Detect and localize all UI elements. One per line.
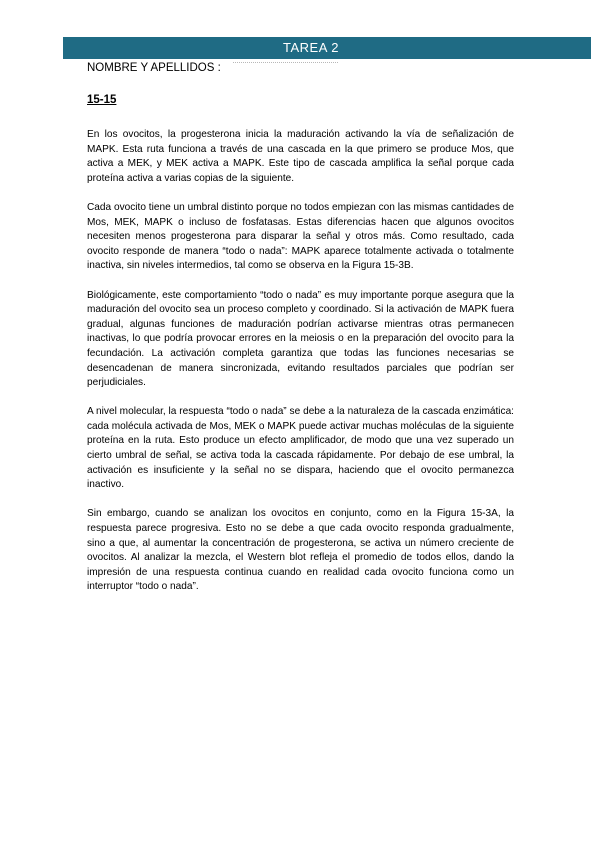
student-name-redacted [233, 62, 338, 66]
student-name-label: NOMBRE Y APELLIDOS : [87, 62, 221, 74]
paragraph-4: A nivel molecular, la respuesta “todo o nada” se debe a la naturaleza de la cascada enzimática: cada molécula activada de Mos, MEK o MAPK puede activar muchas moléculas de la siguiente proteína en la ruta. Esto produce un efecto amplificador, de modo que una vez superado un cierto umbral de señal, se activa toda la cascada rápidamente. Por debajo de ese umbral, la activación es insuficiente y la señal no se dispara, haciendo que el ovocito permanezca inactivo. [87, 406, 514, 491]
assignment-title: TAREA 2 [283, 40, 340, 55]
student-name-line [87, 61, 338, 75]
paragraph-2: Cada ovocito tiene un umbral distinto porque no todos empiezan con las mismas cantidades de Mos, MEK, MAPK o incluso de fosfatasas. Estas diferencias hacen que algunos ovocitos necesiten menos progesterona para disparar la señal y otros más. Como resultado, cada ovocito responde de manera “todo o nada”: MAPK aparece totalmente activada o totalmente inactiva, sin niveles intermedios, tal como se observa en la Figura 15-3B. [87, 201, 514, 272]
paragraph-3: Biológicamente, este comportamiento “todo o nada” es muy importante porque asegura que la maduración del ovocito sea un proceso completo y coordinado. Si la activación de MAPK fuera gradual, algunas funciones de maduración podrían activarse mientras otras permanecen inactivas, lo que podría provocar errores en la meiosis o en la preparación del ovocito para la fecundación. La activación completa garantiza que todas las funciones necesarias se desencadenan de manera sincronizada, evitando resultados parciales que podrían ser perjudiciales. [87, 289, 514, 389]
paragraph-5: Sin embargo, cuando se analizan los ovocitos en conjunto, como en la Figura 15-3A, la respuesta parece progresiva. Esto no se debe a que cada ovocito responda gradualmente, sino a que, al aumentar la concentración de progesterona, se activa un número creciente de ovocitos. Al analizar la mezcla, el Western blot refleja el promedio de todos ellos, dando la impresión de una respuesta continua cuando en realidad cada ovocito funciona como un interruptor “todo o nada”. [87, 508, 514, 593]
paragraph-1: En los ovocitos, la progesterona inicia la maduración activando la vía de señalización de MAPK. Esta ruta funciona a través de una cascada en la que primero se produce Mos, que activa a MEK, y MEK activa a MAPK. Este tipo de cascada amplifica la señal porque cada proteína activa a varias copias de la siguiente. [87, 129, 514, 184]
section-heading: 15-15 [87, 94, 117, 106]
answer-body [87, 128, 514, 610]
